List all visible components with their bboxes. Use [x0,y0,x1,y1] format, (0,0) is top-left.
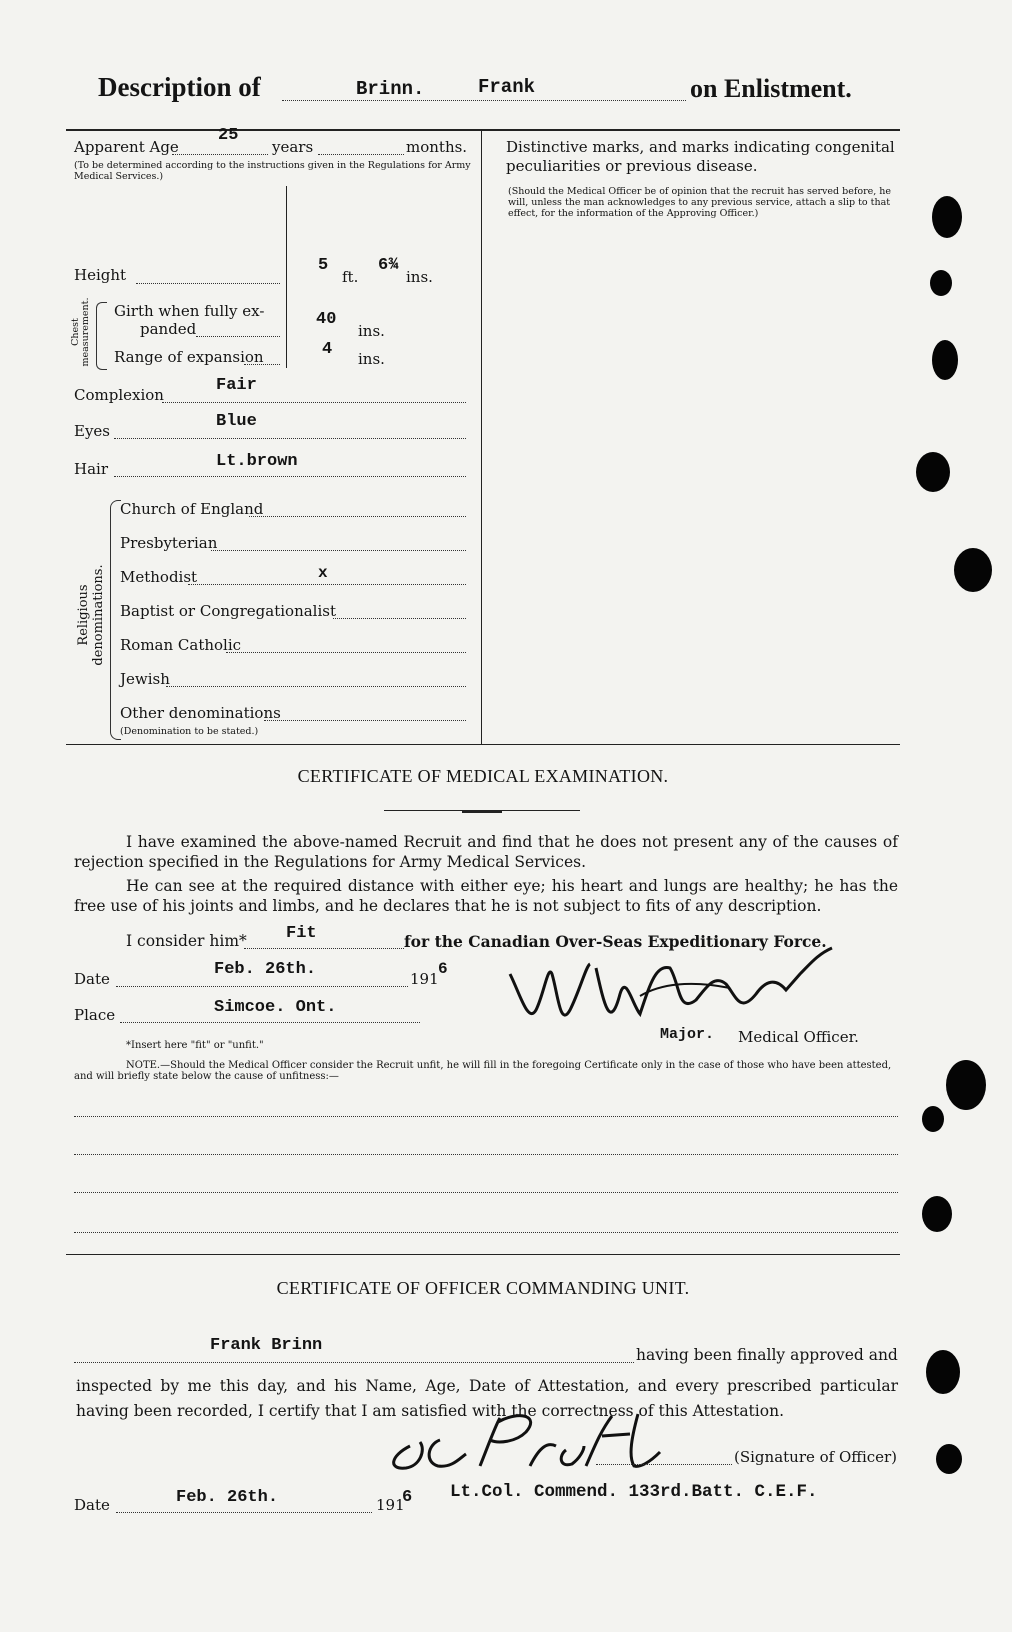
religion-dots [188,584,466,585]
co-recruit-name: Frank Brinn [210,1336,323,1355]
medical-certificate-title: CERTIFICATE OF MEDICAL EXAMINATION. [297,766,669,786]
range-value: 4 [322,340,333,359]
religion-option: Methodist [120,568,198,586]
description-bottom-rule [66,744,900,745]
age-value: 25 [218,126,239,145]
religion-option: Other denominations [120,704,281,722]
hair-label: Hair [74,460,108,478]
eyes-value: Blue [216,412,257,431]
hair-dots [114,476,466,477]
signature-dots [596,1464,732,1465]
consider-dots [244,948,404,949]
religion-option: Baptist or Congregationalist [120,602,336,620]
eyes-label: Eyes [74,422,110,440]
marks-heading: Distinctive marks, and marks indicating congenital peculiarities or previous disease. [506,138,895,175]
complexion-value: Fair [216,376,257,395]
fitness-value: Fit [286,924,317,943]
punch-hole [922,1106,944,1132]
religion-dots [333,618,466,619]
punch-hole [916,452,950,492]
methodist-mark: x [318,564,328,582]
punch-hole [936,1444,962,1474]
denomination-note: (Denomination to be stated.) [120,726,259,737]
given-name-value: Frank [478,76,536,98]
religion-side-label [68,560,108,670]
girth-dots [196,336,280,337]
unfit-line-1 [74,1116,898,1117]
medical-year-digit: 6 [438,960,448,978]
years-label: years [272,138,314,156]
force-label: for the Canadian Over-Seas Expeditionary Force. [404,932,827,951]
co-year-digit: 6 [402,1488,413,1507]
punch-hole [922,1196,952,1232]
column-divider [481,131,482,744]
months-dots [318,154,404,155]
medical-date-value: Feb. 26th. [214,960,317,979]
hair-value: Lt.brown [216,452,298,471]
medical-para-2: He can see at the required distance with either eye; his heart and lungs are healthy; he has the free use of his joints and limbs, and he declares that he is not subject to fits of any description. [74,877,898,915]
marks-note: (Should the Medical Officer be of opinion that the recruit has served before, he will, unless the man acknowledges to any previous service, attach a slip to that effect, for the information of the Approving Officer.) [508,186,892,219]
girth-value: 40 [316,310,337,329]
punch-hole [932,340,958,380]
religion-option: Presbyterian [120,534,218,552]
age-label: Apparent Age [74,138,179,156]
chest-bracket [96,302,107,370]
religion-side-text: Religious denominations. [76,564,106,666]
unfit-line-3 [74,1192,898,1193]
top-rule [66,129,900,131]
unfit-line-2 [74,1154,898,1155]
name-dotted-line [282,100,686,101]
range-ins-label: ins. [358,350,385,368]
place-dots [120,1022,420,1023]
religion-dots [264,720,466,721]
punch-hole [930,270,952,296]
height-dots [136,283,280,284]
title-suffix: on Enlistment. [690,74,852,103]
chest-measurement-side-label [67,296,95,368]
ft-label: ft. [342,268,359,286]
religion-option: Church of England [120,500,264,518]
chest-side-text: Chest measurement. [70,297,91,367]
commanding-officer-signature [380,1406,710,1476]
title-prefix: Description of [98,72,261,102]
medical-bottom-rule [66,1254,900,1255]
religion-dots [226,652,466,653]
height-in-value: 6¾ [378,256,399,275]
consider-label: I consider him* [126,932,247,950]
age-note: (To be determined according to the instructions given in the Regulations for Army Medical Services.) [74,160,471,182]
height-ft-value: 5 [318,256,329,275]
place-value: Simcoe. Ont. [214,998,337,1017]
co-date-dots [116,1512,372,1513]
eyes-dots [114,438,466,439]
measure-divider [286,186,287,368]
punch-hole [946,1060,986,1110]
range-dots [244,364,280,365]
height-ins-label: ins. [406,268,433,286]
co-officer-title: Lt.Col. Commend. 133rd.Batt. C.E.F. [450,1482,818,1502]
girth-label-line1: Girth when fully ex- [114,302,265,320]
medical-date-dots [116,986,408,987]
complexion-dots [162,402,466,403]
religion-dots [249,516,466,517]
months-label: months. [406,138,468,156]
religion-dots [166,686,466,687]
co-date-value: Feb. 26th. [176,1488,279,1507]
range-label: Range of expansion [114,348,264,366]
medical-date-label: Date [74,970,110,988]
co-name-dots [74,1362,634,1363]
religion-option: Roman Catholic [120,636,242,654]
insert-note: *Insert here "fit" or "unfit." [126,1040,264,1051]
religion-option: Jewish [120,670,170,688]
medical-title-rule-center [462,810,502,813]
age-dots [172,154,268,155]
punch-hole [932,196,962,238]
punch-hole [926,1350,960,1394]
co-paragraph: inspected by me this day, and his Name, Age, Date of Attestation, and every prescribed particular having been recorded, I certify that I am satisfied with the correctness of this Attestation. [76,1377,898,1420]
height-label: Height [74,266,127,284]
girth-label-line2: panded [140,320,197,338]
medical-year-prefix: 191 [410,970,439,988]
medical-officer-label: Medical Officer. [738,1028,859,1046]
co-date-label: Date [74,1496,110,1514]
religion-dots [211,550,466,551]
signature-label: (Signature of Officer) [734,1448,898,1466]
co-after-name: having been finally approved and [636,1346,898,1364]
medical-officer-rank: Major. [660,1026,715,1043]
commanding-certificate-title: CERTIFICATE OF OFFICER COMMANDING UNIT. [276,1278,690,1298]
form-title [98,72,261,103]
girth-ins-label: ins. [358,322,385,340]
unfit-line-4 [74,1232,898,1233]
unfit-note: NOTE.—Should the Medical Officer consider the Recruit unfit, he will fill in the foregoing Certificate only in the case of those who have been attested, and will briefly state below the cause of unfitness:— [74,1060,892,1082]
complexion-label: Complexion [74,386,164,404]
medical-para-1: I have examined the above-named Recruit and find that he does not present any of the causes of rejection specified in the Regulations for Army Medical Services. [74,833,898,871]
punch-hole [954,548,992,592]
co-year-prefix: 191 [376,1496,405,1514]
surname-value: Brinn. [356,78,425,100]
place-label: Place [74,1006,116,1024]
